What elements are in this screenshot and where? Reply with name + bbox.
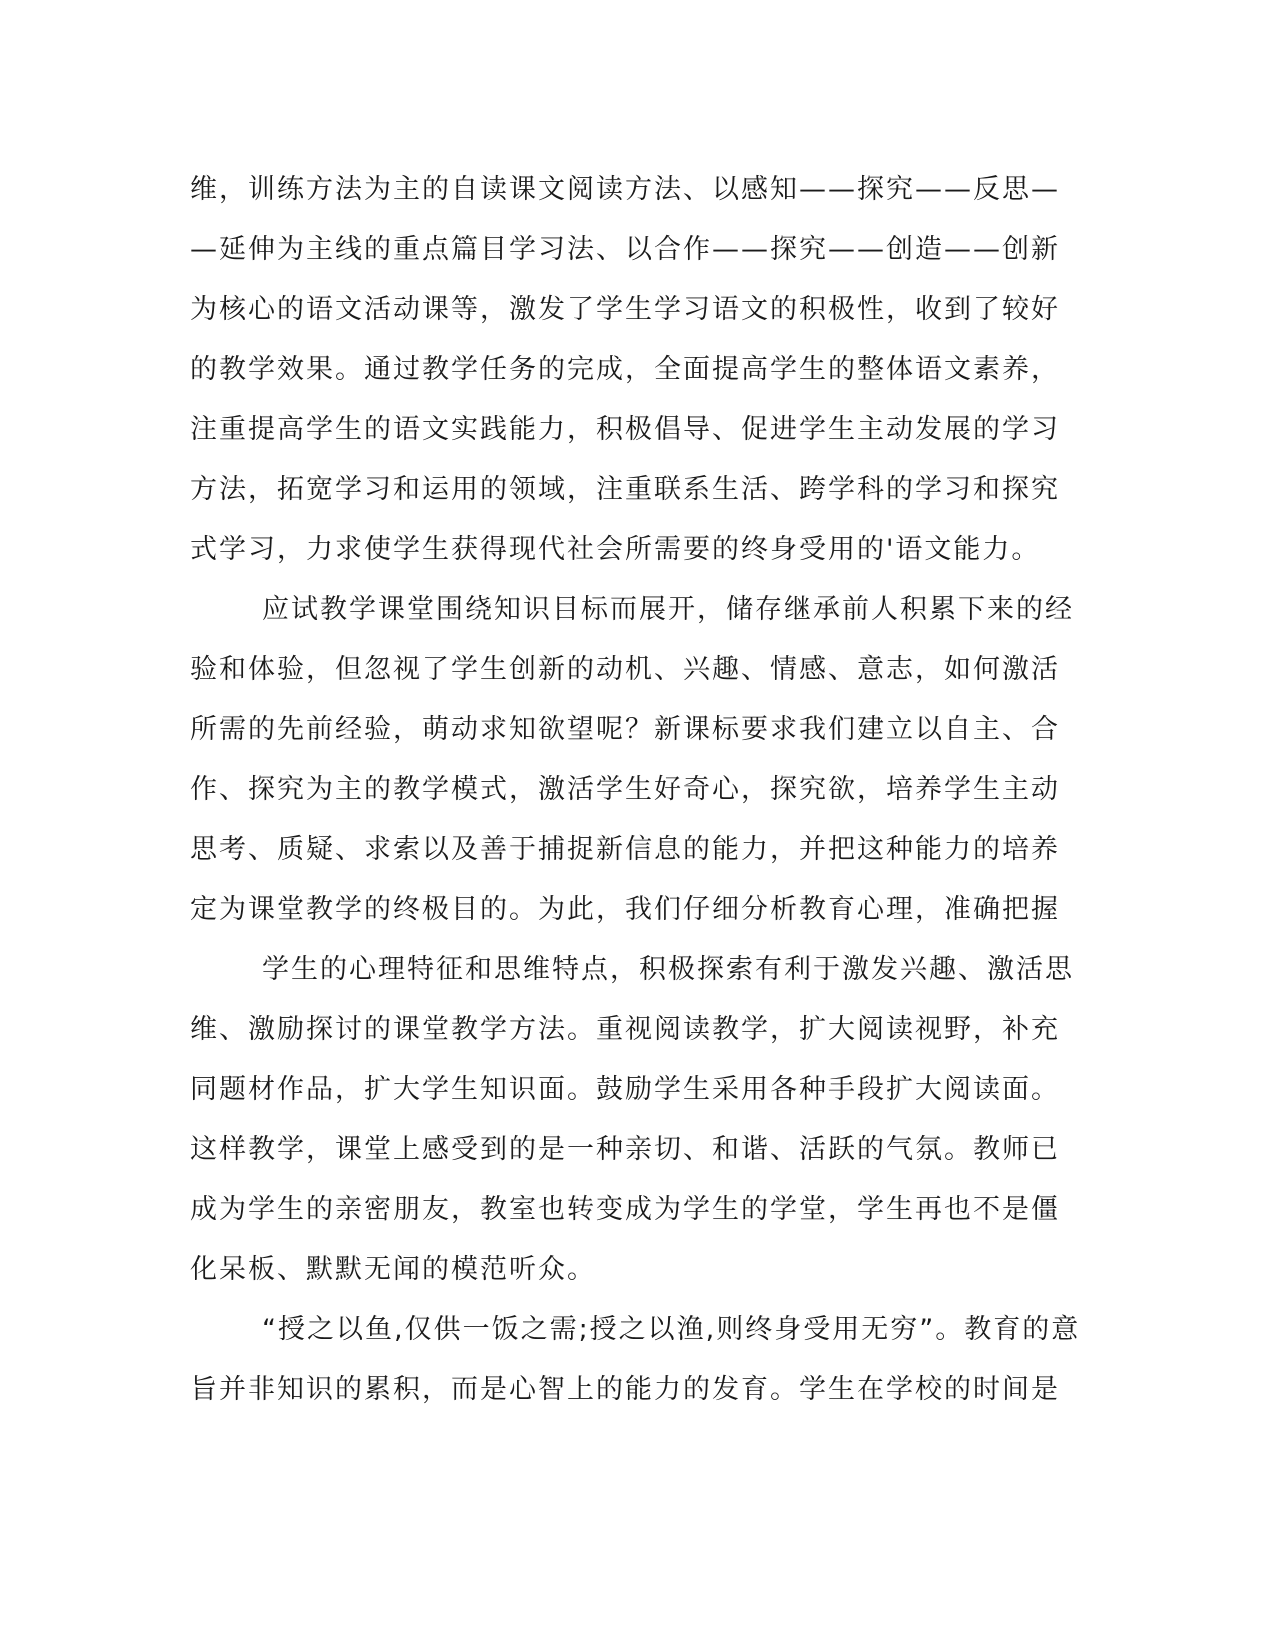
text-line: 注重提高学生的语文实践能力，积极倡导、促进学生主动发展的学习 (190, 414, 1060, 445)
paragraph-start-line: “授之以鱼,仅供一饭之需;授之以渔,则终身受用无穷”。教育的意 (262, 1314, 1081, 1345)
text-line: 旨并非知识的累积，而是心智上的能力的发育。学生在学校的时间是 (190, 1374, 1060, 1405)
text-line: 方法，拓宽学习和运用的领域，注重联系生活、跨学科的学习和探究 (190, 474, 1060, 505)
text-line: 式学习，力求使学生获得现代社会所需要的终身受用的'语文能力。 (190, 534, 1041, 565)
text-line: 维，训练方法为主的自读课文阅读方法、以感知——探究——反思— (190, 174, 1060, 205)
text-line: 成为学生的亲密朋友，教室也转变成为学生的学堂，学生再也不是僵 (190, 1194, 1060, 1225)
text-line: 化呆板、默默无闻的模范听众。 (190, 1254, 596, 1285)
text-line: 思考、质疑、求索以及善于捕捉新信息的能力，并把这种能力的培养 (190, 834, 1060, 865)
paragraph-start-line: 应试教学课堂围绕知识目标而展开，储存继承前人积累下来的经 (262, 594, 1074, 625)
body-text (190, 160, 1081, 1420)
text-line: 这样教学，课堂上感受到的是一种亲切、和谐、活跃的气氛。教师已 (190, 1134, 1060, 1165)
paragraph-start-line: 学生的心理特征和思维特点，积极探索有利于激发兴趣、激活思 (262, 954, 1074, 985)
text-line: 验和体验，但忽视了学生创新的动机、兴趣、情感、意志，如何激活 (190, 654, 1060, 685)
text-line: 同题材作品，扩大学生知识面。鼓励学生采用各种手段扩大阅读面。 (190, 1074, 1060, 1105)
text-line: 为核心的语文活动课等，激发了学生学习语文的积极性，收到了较好 (190, 294, 1060, 325)
text-line: 所需的先前经验，萌动求知欲望呢？新课标要求我们建立以自主、合 (190, 714, 1060, 745)
text-line: 作、探究为主的教学模式，激活学生好奇心，探究欲，培养学生主动 (190, 774, 1060, 805)
text-line: 的教学效果。通过教学任务的完成，全面提高学生的整体语文素养， (190, 354, 1060, 385)
text-line: —延伸为主线的重点篇目学习法、以合作——探究——创造——创新 (190, 234, 1060, 265)
text-line: 定为课堂教学的终极目的。为此，我们仔细分析教育心理，准确把握 (190, 894, 1060, 925)
text-line: 维、激励探讨的课堂教学方法。重视阅读教学，扩大阅读视野，补充 (190, 1014, 1060, 1045)
